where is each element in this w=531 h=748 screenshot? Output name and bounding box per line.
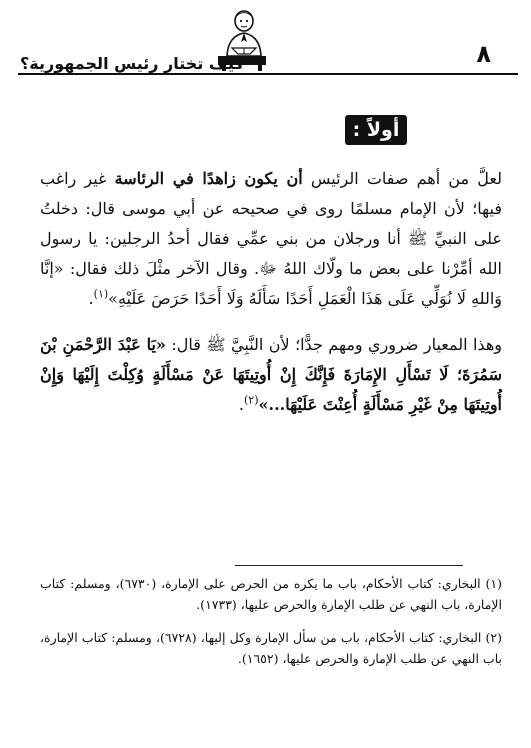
footnote-reference[interactable]: (٢) bbox=[243, 393, 259, 407]
paragraph-text: لعلَّ من أهم صفات الرئيس bbox=[302, 169, 502, 188]
footnote-divider bbox=[235, 565, 463, 566]
sentence-end: . bbox=[238, 395, 244, 414]
main-text bbox=[40, 164, 502, 420]
paragraph bbox=[40, 330, 502, 420]
paragraph-text: وهذا المعيار ضروري ومهم جدًّا؛ لأن النَّبِيَّ ﷺ قال: bbox=[165, 335, 502, 354]
footnotes bbox=[40, 573, 502, 669]
footnote-reference[interactable]: (١) bbox=[93, 287, 109, 301]
hadith-quote: «يَا عَبْدَ الرَّحْمَنِ بْنَ سَمُرَةَ؛ لَا تَسْأَلِ الإِمَارَةَ فَإِنَّكَ إِنْ أُوتِيتَهَا عَنْ مَسْأَلَةٍ وُكِلْتَ إِلَيْهَا وَإِنْ أُوتِيتَهَا مِنْ غَيْرِ مَسْأَلَةٍ أُعِنْتَ عَلَيْهَا...» bbox=[40, 335, 502, 414]
paragraph bbox=[40, 164, 502, 314]
page-number: ٨ bbox=[476, 40, 491, 68]
footnote: (١) البخاري: كتاب الأحكام، باب ما يكره من الحرص على الإمارة، (٦٧٣٠)، ومسلم: كتاب الإمارة، باب النهي عن طلب الإمارة والحرص عليها، (١٧٣٣). bbox=[40, 576, 502, 612]
header-divider bbox=[18, 73, 518, 75]
sentence-end: . bbox=[88, 289, 94, 308]
emphasized-text: أن يكون زاهدًا في الرئاسة bbox=[114, 169, 303, 188]
footnote: (٢) البخاري: كتاب الأحكام، باب من سأل الإمارة وكل إليها، (٦٧٢٨)، ومسلم: كتاب الإمارة، باب النهي عن طلب الإمارة والحرص عليها، (١٦٥٢). bbox=[40, 630, 502, 666]
section-heading: أولاً : bbox=[345, 115, 407, 145]
page-header bbox=[0, 0, 531, 80]
paragraph-text: غير راغب فيها؛ لأن الإمام مسلمًا روى في صحيحه عن أبي موسى قال: دخلتُ على النبيِّ ﷺ أنا ورجلان من بني عمِّي فقال أحدُ الرجلين: يا رسول الله أمِّرْنا على بعض ما ولّاك اللهُ ﷻ. وقال الآخر مثْلَ ذلك فقال: «إنَّا وَاللهِ لَا نُوَلِّي عَلَى هَذَا الْعَمَلِ أَحَدًا سَأَلَهُ وَلَا أَحَدًا حَرَصَ عَلَيْهِ» bbox=[40, 169, 502, 308]
book-title: كيف تختار رئيس الجمهورية؟ bbox=[20, 54, 244, 73]
